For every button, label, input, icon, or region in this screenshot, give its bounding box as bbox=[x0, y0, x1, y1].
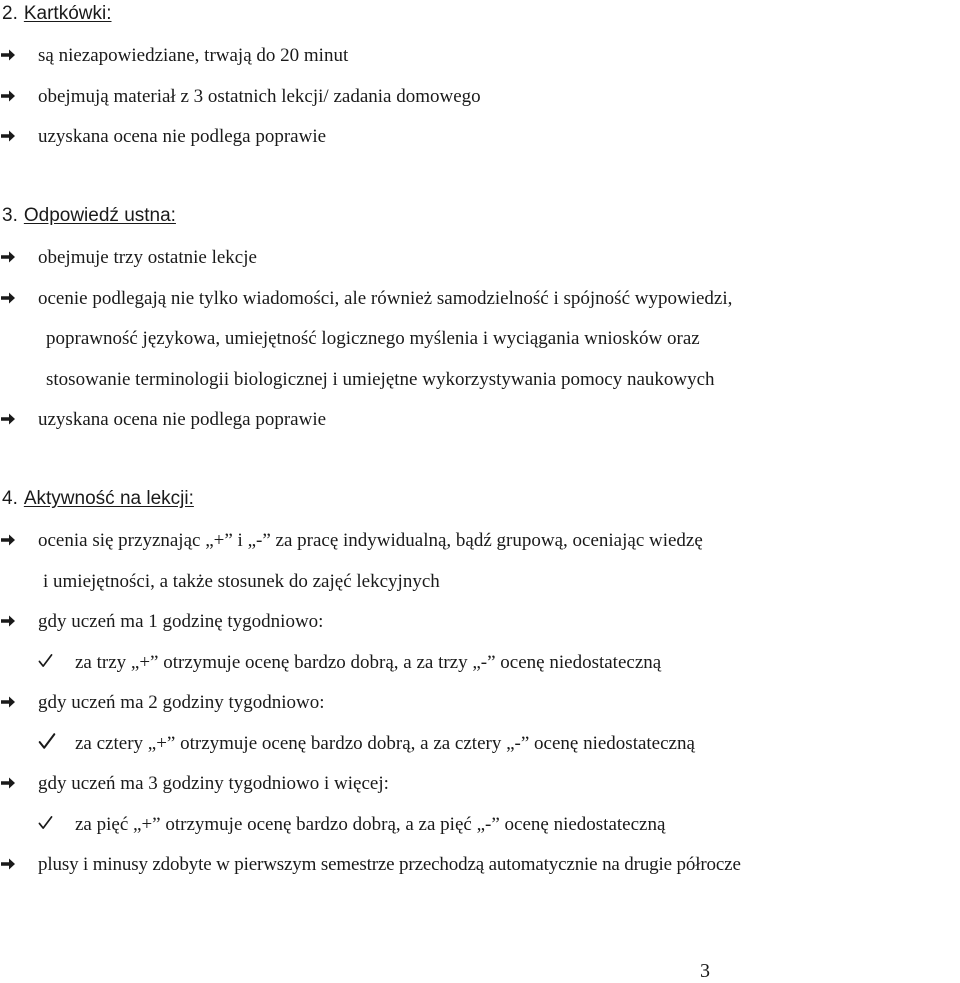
section-number: 2. bbox=[2, 3, 18, 24]
arrow-right-icon bbox=[0, 775, 16, 791]
list-item-continuation: poprawność językowa, umiejętność logicznego myślenia i wyciągania wniosków oraz bbox=[46, 328, 700, 349]
sub-list-item-text: za cztery „+” otrzymuje ocenę bardzo dobrą, a za cztery „-” ocenę niedostateczną bbox=[75, 733, 695, 754]
sub-list-item-text: za pięć „+” otrzymuje ocenę bardzo dobrą, a za pięć „-” ocenę niedostateczną bbox=[75, 814, 666, 835]
section-title: Odpowiedź ustna: bbox=[23, 205, 176, 226]
list-item-text: są niezapowiedziane, trwają do 20 minut bbox=[38, 45, 349, 66]
checkmark-icon bbox=[38, 653, 53, 668]
list-item-text: gdy uczeń ma 2 godziny tygodniowo: bbox=[38, 692, 325, 713]
arrow-right-icon bbox=[0, 411, 16, 427]
sub-list-item-text: za trzy „+” otrzymuje ocenę bardzo dobrą, a za trzy „-” ocenę niedostateczną bbox=[75, 652, 662, 673]
list-item-text: uzyskana ocena nie podlega poprawie bbox=[38, 126, 327, 147]
checkmark-icon bbox=[38, 732, 56, 750]
list-item-text: plusy i minusy zdobyte w pierwszym semestrze przechodzą automatycznie na drugie półrocze bbox=[38, 854, 741, 875]
arrow-right-icon bbox=[0, 128, 16, 144]
section-number: 3. bbox=[2, 205, 18, 226]
arrow-right-icon bbox=[0, 532, 16, 548]
list-item-text: ocenie podlegają nie tylko wiadomości, ale również samodzielność i spójność wypowiedzi, bbox=[38, 288, 733, 309]
checkmark-icon bbox=[38, 815, 53, 830]
arrow-right-icon bbox=[0, 249, 16, 265]
list-item-text: gdy uczeń ma 3 godziny tygodniowo i więcej: bbox=[38, 773, 389, 794]
list-item-text: ocenia się przyznając „+” i „-” za pracę indywidualną, bądź grupową, oceniając wiedzę bbox=[38, 530, 703, 551]
list-item-text: gdy uczeń ma 1 godzinę tygodniowo: bbox=[38, 611, 324, 632]
section-number: 4. bbox=[2, 488, 18, 509]
list-item-continuation: i umiejętności, a także stosunek do zajęć lekcyjnych bbox=[43, 571, 440, 592]
list-item-text: uzyskana ocena nie podlega poprawie bbox=[38, 409, 327, 430]
section-3-heading bbox=[2, 206, 176, 225]
arrow-right-icon bbox=[0, 856, 16, 872]
section-4-heading bbox=[2, 489, 194, 508]
arrow-right-icon bbox=[0, 47, 16, 63]
list-item-continuation: stosowanie terminologii biologicznej i umiejętne wykorzystywania pomocy naukowych bbox=[46, 369, 715, 390]
list-item-text: obejmują materiał z 3 ostatnich lekcji/ zadania domowego bbox=[38, 86, 481, 107]
arrow-right-icon bbox=[0, 694, 16, 710]
arrow-right-icon bbox=[0, 290, 16, 306]
arrow-right-icon bbox=[0, 88, 16, 104]
page-number: 3 bbox=[700, 960, 710, 982]
arrow-right-icon bbox=[0, 613, 16, 629]
section-title: Kartkówki: bbox=[23, 3, 112, 24]
list-item-text: obejmuje trzy ostatnie lekcje bbox=[38, 247, 257, 268]
section-2-heading bbox=[2, 4, 112, 23]
section-title: Aktywność na lekcji: bbox=[23, 488, 194, 509]
